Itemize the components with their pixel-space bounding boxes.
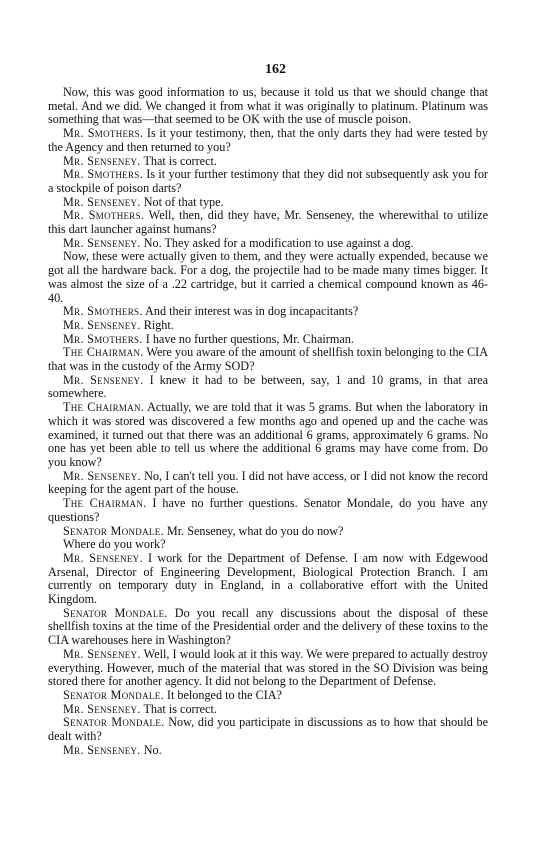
speaker-name: The Chairman. bbox=[63, 496, 147, 511]
transcript-paragraph bbox=[48, 209, 488, 236]
transcript-paragraph bbox=[48, 607, 488, 648]
speaker-name: Mr. Senseney. bbox=[63, 317, 141, 332]
transcript-paragraph bbox=[48, 250, 488, 305]
paragraph-text: Do you recall any discussions about the disposal of these shellfish toxins at the time of the Presidential order and the delivery of these toxins to the CIA warehouses here in Washington? bbox=[48, 605, 489, 648]
speaker-name: Senator Mondale. bbox=[63, 715, 165, 730]
speaker-name: Senator Mondale. bbox=[63, 605, 168, 620]
paragraph-text: It belonged to the CIA? bbox=[166, 687, 282, 702]
transcript-body bbox=[48, 86, 488, 757]
paragraph-text: Mr. Senseney, what do you do now? bbox=[166, 523, 344, 538]
paragraph-text: No. They asked for a modification to use against a dog. bbox=[143, 235, 414, 250]
transcript-paragraph bbox=[48, 689, 488, 703]
speaker-name: Mr. Senseney. bbox=[63, 646, 141, 661]
speaker-name: Mr. Smothers. bbox=[63, 331, 143, 346]
speaker-name: Mr. Senseney. bbox=[63, 194, 141, 209]
transcript-paragraph bbox=[48, 648, 488, 689]
speaker-name: Mr. Senseney. bbox=[63, 235, 141, 250]
paragraph-text: Right. bbox=[143, 317, 174, 332]
paragraph-text: Now, did you participate in discussions as to how that should be dealt with? bbox=[48, 715, 489, 744]
transcript-paragraph bbox=[48, 497, 488, 524]
paragraph-text: Were you aware of the amount of shellfish toxin belonging to the CIA that was in the custody of the Army SOD? bbox=[48, 345, 489, 374]
transcript-paragraph bbox=[48, 155, 488, 169]
paragraph-text: No, I can't tell you. I did not have access, or I did not know the record keeping for the agent part of the house. bbox=[48, 468, 488, 497]
transcript-paragraph bbox=[48, 237, 488, 251]
paragraph-text: Actually, we are told that it was 5 grams. But when the laboratory in which it was stored was discovered a few months ago and opened up and the cache was examined, it turned out that there was an additional 6 grams, approximately 6 grams. No one has yet been able to tell us where the additional 6 grams may have come from. Do you know? bbox=[48, 400, 488, 469]
transcript-paragraph bbox=[48, 538, 488, 552]
paragraph-text: Well, then, did they have, Mr. Senseney, the wherewithal to utilize this dart launcher against humans? bbox=[48, 208, 488, 237]
transcript-paragraph bbox=[48, 703, 488, 717]
transcript-paragraph bbox=[48, 196, 488, 210]
transcript-paragraph bbox=[48, 552, 488, 607]
transcript-paragraph bbox=[48, 716, 488, 743]
transcript-paragraph bbox=[48, 374, 488, 401]
paragraph-text: Now, this was good information to us, because it told us that we should change that metal. And we did. We changed it from what it was originally to platinum. Platinum was something that was—that seemed to be OK with the use of muscle poison. bbox=[48, 85, 488, 127]
speaker-name: The Chairman. bbox=[63, 400, 145, 415]
speaker-name: Mr. Senseney. bbox=[63, 372, 144, 387]
paragraph-text: Is it your testimony, then, that the only darts they had were tested by the Agency and then returned to you? bbox=[48, 126, 488, 154]
transcript-paragraph bbox=[48, 319, 488, 333]
speaker-name: Mr. Smothers. bbox=[63, 167, 143, 182]
speaker-name: The Chairman. bbox=[63, 345, 144, 360]
transcript-paragraph bbox=[48, 333, 488, 347]
paragraph-text: I have no further questions. Senator Mondale, do you have any questions? bbox=[48, 496, 489, 524]
paragraph-text: That is correct. bbox=[143, 153, 217, 168]
transcript-paragraph bbox=[48, 346, 488, 373]
speaker-name: Mr. Senseney. bbox=[63, 468, 141, 483]
speaker-name: Mr. Senseney. bbox=[63, 701, 141, 716]
speaker-name: Mr. Senseney. bbox=[63, 742, 141, 757]
transcript-paragraph bbox=[48, 401, 488, 470]
paragraph-text: I knew it had to be between, say, 1 and 10 grams, in that area somewhere. bbox=[48, 372, 489, 401]
paragraph-text: That is correct. bbox=[143, 701, 217, 716]
speaker-name: Mr. Smothers. bbox=[63, 126, 144, 141]
paragraph-text: I work for the Department of Defense. I am now with Edgewood Arsenal, Director of Engineering Development, Biological Protection Branch. I am currently on temporary duty in England, in a collaborative effort with the United Kingdom. bbox=[48, 550, 488, 607]
transcript-paragraph bbox=[48, 127, 488, 154]
speaker-name: Mr. Senseney. bbox=[63, 153, 141, 168]
speaker-name: Senator Mondale. bbox=[63, 687, 164, 702]
paragraph-text: I have no further questions, Mr. Chairman. bbox=[145, 331, 354, 346]
paragraph-text: No. bbox=[143, 742, 162, 757]
transcript-paragraph bbox=[48, 305, 488, 319]
transcript-paragraph bbox=[48, 470, 488, 497]
paragraph-text: Not of that type. bbox=[143, 194, 224, 209]
speaker-name: Mr. Smothers. bbox=[63, 304, 143, 319]
transcript-paragraph bbox=[48, 86, 488, 127]
paragraph-text: Where do you work? bbox=[63, 537, 166, 552]
paragraph-text: Is it your further testimony that they did not subsequently ask you for a stockpile of poison darts? bbox=[48, 167, 488, 195]
transcript-paragraph bbox=[48, 525, 488, 539]
transcript-paragraph bbox=[48, 168, 488, 195]
transcript-paragraph bbox=[48, 744, 488, 758]
speaker-name: Mr. Senseney. bbox=[63, 550, 143, 565]
page-number: 162 bbox=[265, 62, 286, 77]
speaker-name: Senator Mondale. bbox=[63, 523, 164, 538]
speaker-name: Mr. Smothers. bbox=[63, 208, 145, 223]
paragraph-text: Now, these were actually given to them, and they were actually expended, because we got all the hardware back. For a dog, the projectile had to be made many times bigger. It was almost the size of a .22 cartridge, but it carried a chemical compound known as 46-40. bbox=[48, 249, 488, 305]
paragraph-text: And their interest was in dog incapacitants? bbox=[145, 304, 359, 319]
paragraph-text: Well, I would look at it this way. We were prepared to actually destroy everything. However, much of the material that was stored in the SO Division was being stored there for another agency. It did not belong to the Department of Defense. bbox=[48, 646, 489, 689]
